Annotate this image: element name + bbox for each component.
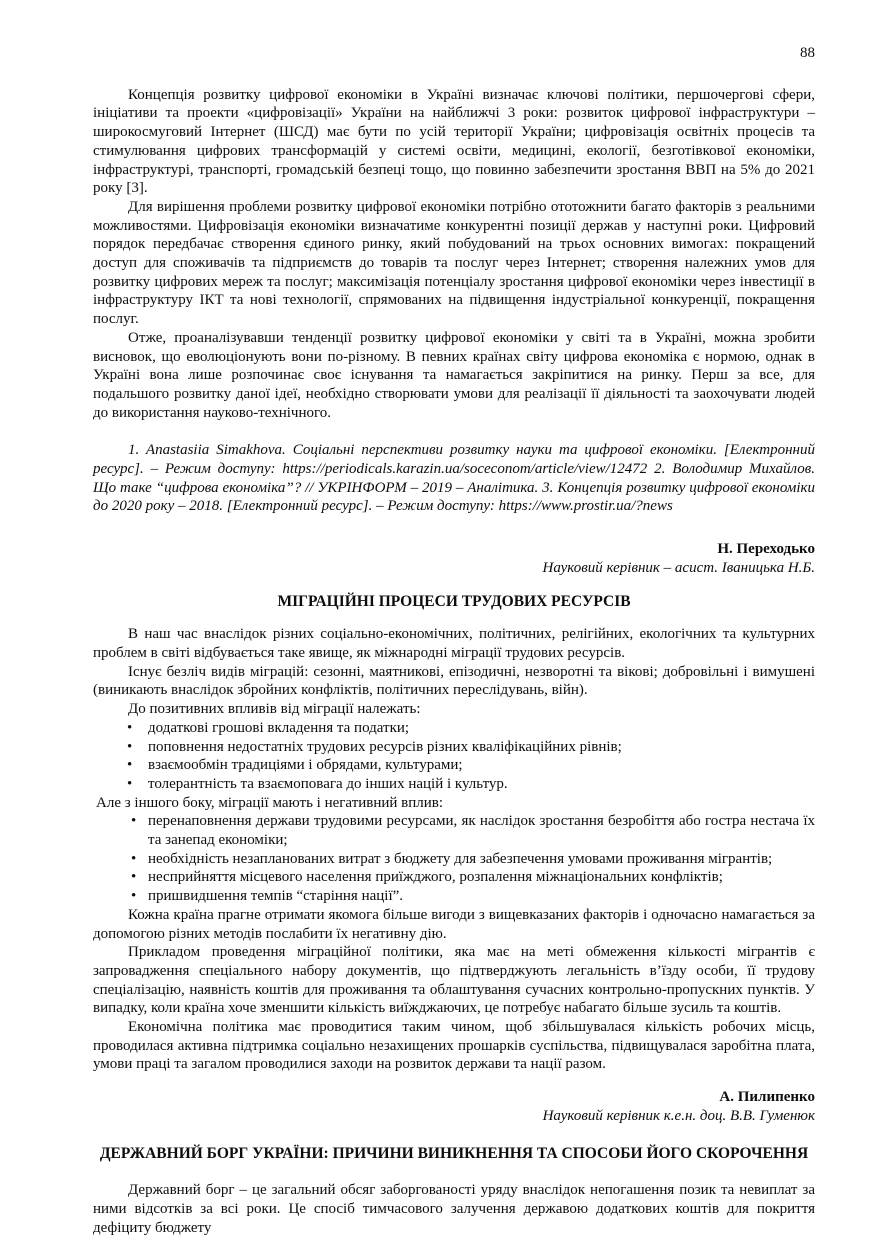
list-item: • толерантність та взаємоповага до інших націй і культур. [93, 775, 815, 794]
paragraph: Для вирішення проблеми розвитку цифрової економіки потрібно ототожнити багато факторів з реальними можливостями. Цифровізація економіки визначатиме конкурентні позиції держав у наступні роки. Цифровий порядок передбачає створення єдиного ринку, який побудований на трьох основних вимогах: покращений доступ для споживачів та підприємств до товарів та послуг через Інтернет; створення належних умов для розвитку цифрових мереж та послуг; максимізація потенціалу зростання цифрової економіки через інвестиції в інфраструктуру ІКТ та нові технології, спрямованих на підвищення індустріальної конкуренції, покращення послуг. [93, 198, 815, 328]
list-item: • взаємообмін традиціями і обрядами, культурами; [93, 756, 815, 775]
paragraph: Економічна політика має проводитися таким чином, щоб збільшувалася кількість робочих місць, проводилася активна підтримка соціально незахищених прошарків суспільства, підвищувалася заробітна плата, умови праці та загалом проводилися заходи на розвиток держави та нації разом. [93, 1019, 815, 1073]
supervisor: Науковий керівник – асист. Іваницька Н.Б. [542, 559, 815, 576]
list-intro: До позитивних впливів від міграції належать: [128, 701, 421, 718]
negative-effects-list [93, 812, 815, 906]
author-name: Н. Переходько [717, 541, 815, 558]
supervisor: Науковий керівник к.е.н. доц. В.В. Гуменюк [542, 1107, 815, 1124]
signature-block [93, 540, 815, 577]
references: 1. Anastasiia Simakhova. Соціальні перспективи розвитку науки та цифрової економіки. [Електронний ресурс]. – Режим доступу: https://periodicals.karazin.ua/soceconom/article/view/12472 2. Володимир Михайлов. Що таке “цифрова економіка”? // УКРІНФОРМ – 2019 – Аналітика. 3. Концепція розвитку цифрової економіки до 2020 року – 2018. [Електронний ресурс]. – Режим доступу: https://www.prostir.ua/?news [93, 442, 815, 515]
list-item: • перенаповнення держави трудовими ресурсами, як наслідок зростання безробіття або гостра нестача їх та занепад економіки; [93, 812, 815, 849]
page-number: 88 [800, 45, 815, 61]
list-item: • поповнення недостатніх трудових ресурсів різних кваліфікаційних рівнів; [93, 738, 815, 757]
paragraph: Концепція розвитку цифрової економіки в Україні визначає ключові політики, першочергові сфери, ініціативи та проекти «цифровізації» України на найближчі 3 роки: розвиток цифрової інфраструктури – широкосмуговий Інтернет (ШСД) має бути по усій території України; цифровізація освітніх процесів та стимулювання цифрових трансформацій у системі освіти, медицині, екології, безготівкової економіки, інфраструктурі, транспорті, громадській безпеці тощо, що повинно забезпечити зростання ВВП на 5% до 2021 року [3]. [93, 86, 815, 197]
list-item: • додаткові грошові вкладення та податки; [93, 719, 815, 738]
paragraph: Прикладом проведення міграційної політики, яка має на меті обмеження кількості мігрантів є запровадження спеціального набору документів, що підтверджують легальність в’їзду особи, її трудову спеціалізацію, наявність коштів для проживання та облаштування сучасних контрольно-пропускних пунктів. У випадку, коли країна хоче зменшити кількість виїжджаючих, це потребує набагато більше зусиль та коштів. [93, 944, 815, 1017]
signature-block [93, 1088, 815, 1125]
list-item: • несприйняття місцевого населення приїжджого, розпалення міжнаціональних конфліктів; [93, 868, 815, 887]
positive-effects-list [93, 719, 815, 794]
list-intro: Але з іншого боку, міграції мають і негативний вплив: [96, 794, 444, 811]
list-item: • необхідність незапланованих витрат з бюджету для забезпечення умовами проживання мігрантів; [93, 850, 815, 869]
paragraph: В наш час внаслідок різних соціально-економічних, політичних, релігійних, екологічних та культурних проблем в світі відбувається таке явище, як міжнародні міграції трудових ресурсів. [93, 626, 815, 661]
section-title: МІГРАЦІЙНІ ПРОЦЕСИ ТРУДОВИХ РЕСУРСІВ [277, 592, 631, 610]
author-name: А. Пилипенко [719, 1089, 815, 1106]
list-item: • пришвидшення темпів “старіння нації”. [93, 887, 815, 906]
section-title: ДЕРЖАВНИЙ БОРГ УКРАЇНИ: ПРИЧИНИ ВИНИКНЕННЯ ТА СПОСОБИ ЙОГО СКОРОЧЕННЯ [99, 1144, 809, 1162]
paragraph: Існує безліч видів міграцій: сезонні, маятникові, епізодичні, незворотні та вікові; добровільні і вимушені (виникають внаслідок збройних конфліктів, політичних переслідувань, війн). [93, 663, 815, 699]
paragraph: Державний борг – це загальний обсяг заборгованості уряду внаслідок непогашення позик та невиплат за ними відсотків за всі роки. Це спосіб тимчасового залучення державою додаткових коштів для покриття дефіциту бюджету [93, 1182, 815, 1236]
paragraph: Кожна країна прагне отримати якомога більше вигоди з вищевказаних факторів і одночасно намагається за допомогою різних методів послабити їх негативну дію. [93, 906, 815, 942]
paragraph: Отже, проаналізувавши тенденції розвитку цифрової економіки у світі та в Україні, можна зробити висновок, що еволюціонують вони по-різному. В певних країнах світу цифрова економіка є нормою, однак в Україні вона лише розпочинає своє існування та намагається закріпитися на ринку. Перш за все, для подальшого розвитку даної ідеї, необхідно створювати умови для реалізації її діяльності та заохочувати людей до використання науково-технічного. [93, 329, 815, 421]
